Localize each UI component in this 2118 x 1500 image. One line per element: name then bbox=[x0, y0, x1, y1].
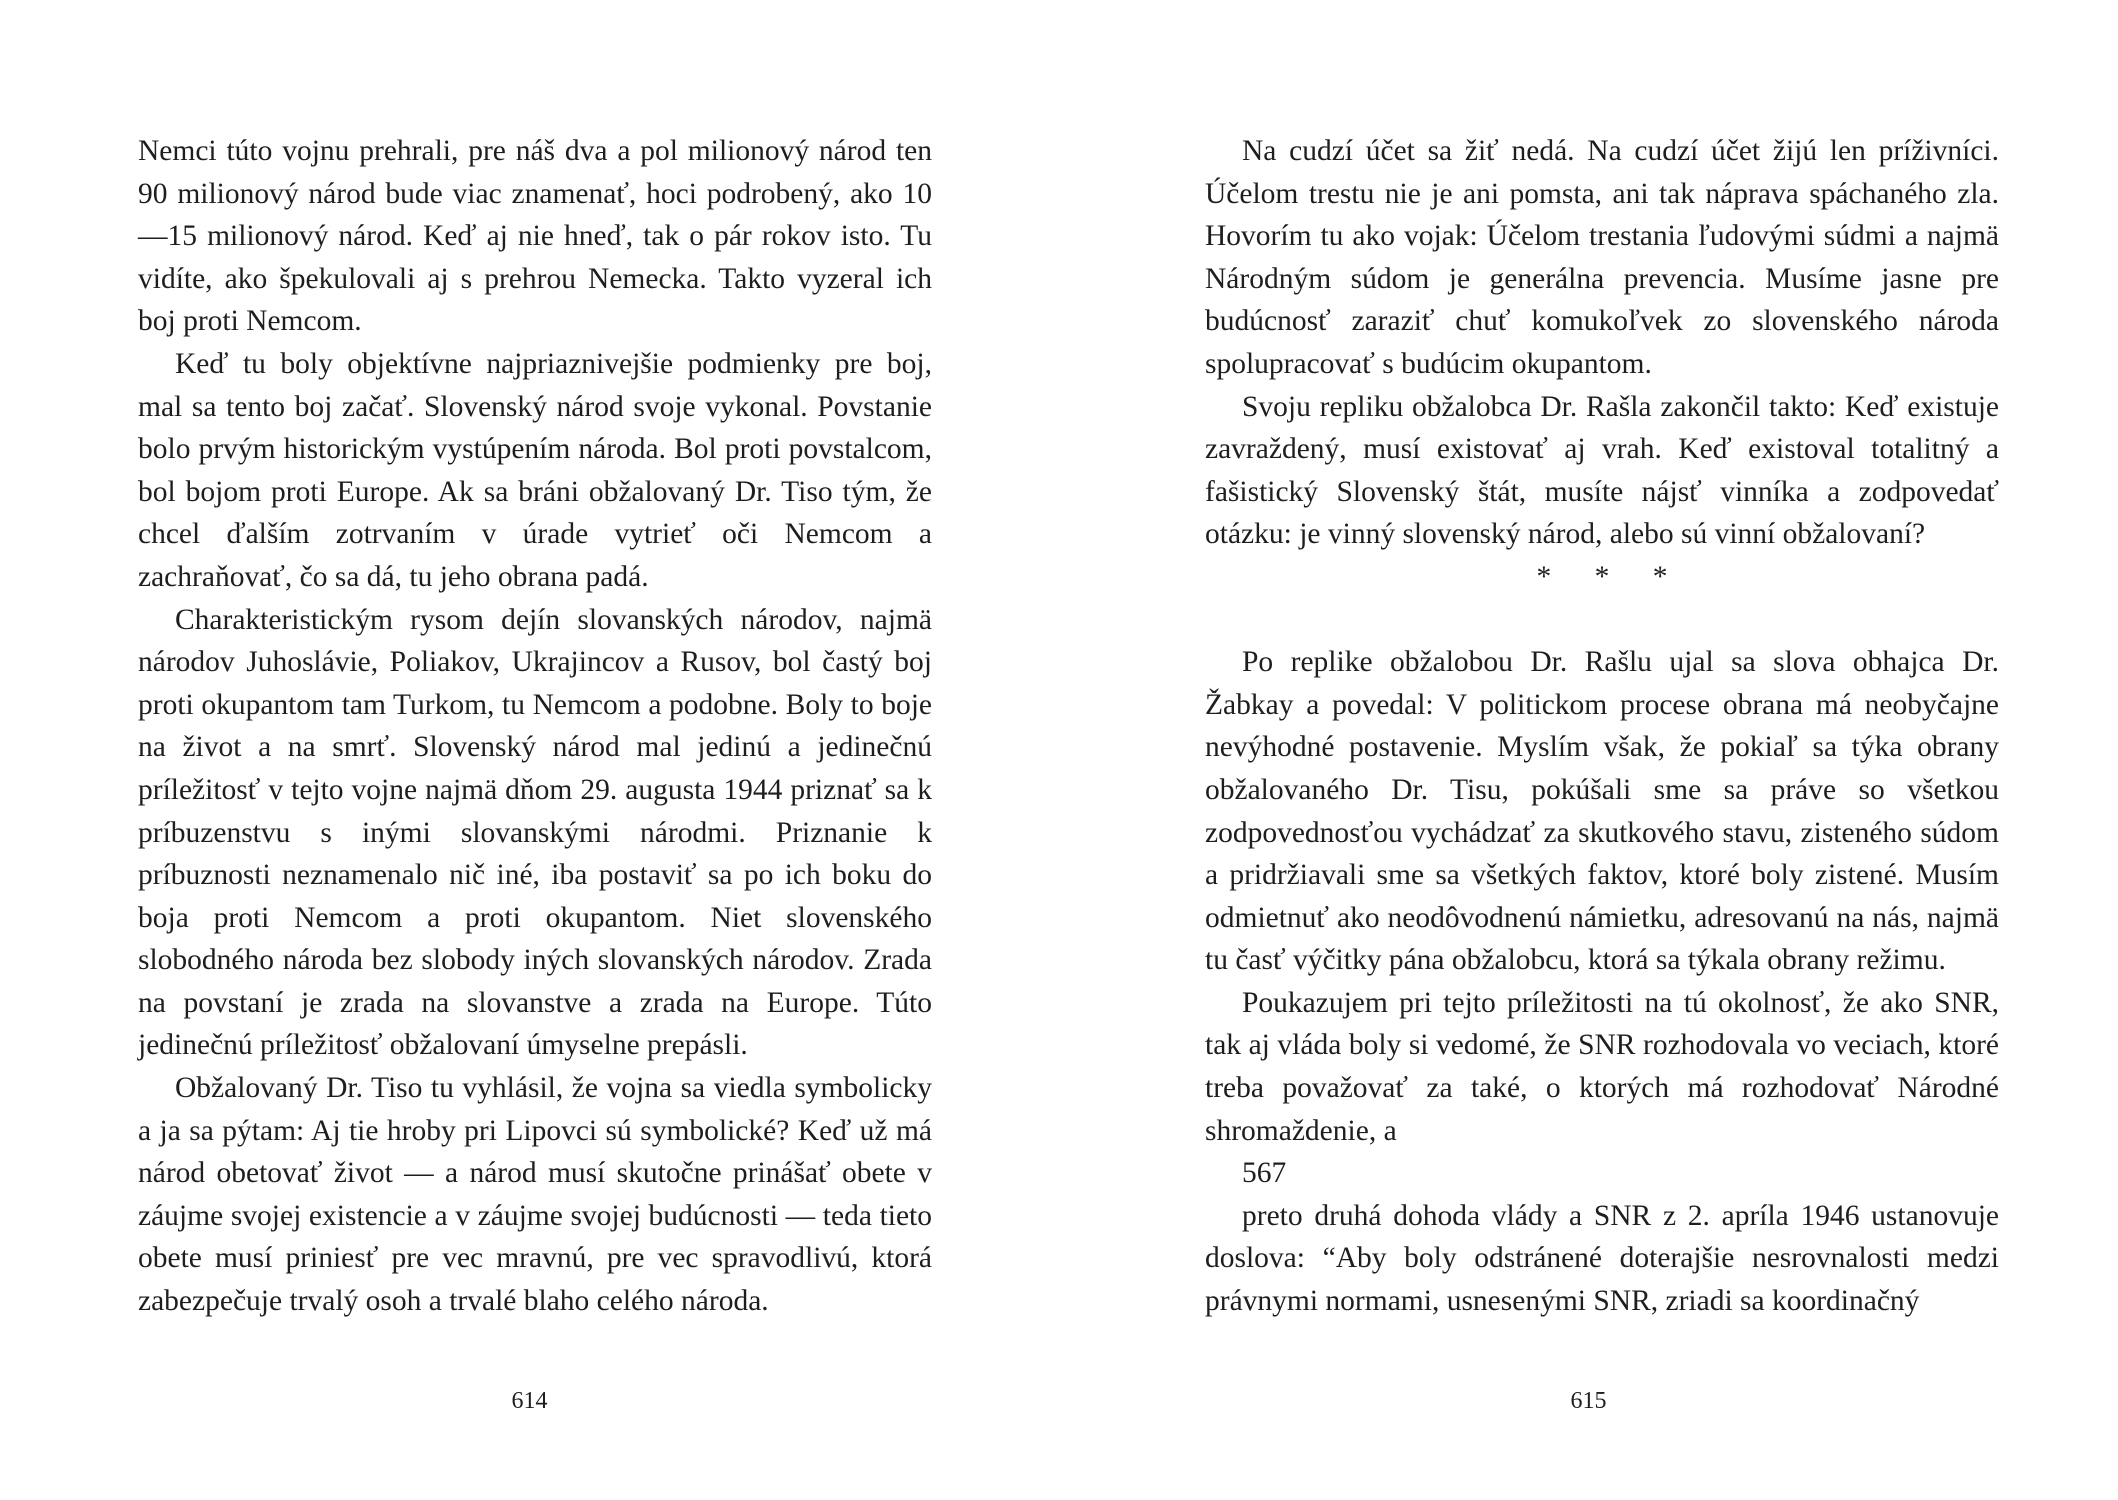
paragraph: Poukazujem pri tejto príležitosti na tú okolnosť, že ako SNR, tak aj vláda boly si vedomé, že SNR rozhodovala vo veciach, ktoré treba považovať za také, o ktorých má rozhodovať Národné shromaždenie, a bbox=[1205, 986, 1999, 1147]
right-page bbox=[1059, 0, 2118, 1500]
right-page-text bbox=[1205, 130, 1999, 1323]
left-page-text bbox=[138, 130, 932, 1323]
stray-page-number: 567 bbox=[1242, 1157, 1287, 1190]
paragraph: preto druhá dohoda vlády a SNR z 2. apríla 1946 ustanovuje doslova: “Aby boly odstránené doterajšie nesrovnalosti medzi právnymi normami, usnesenými SNR, zriadi sa koordinačný bbox=[1205, 1199, 1999, 1318]
paragraph: Po replike obžalobou Dr. Rašlu ujal sa slova obhajca Dr. Žabkay a povedal: V politickom procese obrana má neobyčajne nevýhodné postavenie. Myslím však, že pokiaľ sa týka obrany obžalovaného Dr. Tisu, pokúšali sme sa práve so všetkou zodpovednosťou vychádzať za skutkového stavu, zisteného súdom a pridržiavali sme sa všetkých faktov, ktoré boly zistené. Musím odmietnuť ako neodôvodnenú námietku, adresovanú na nás, najmä tu časť výčitky pána obžalobcu, ktorá sa týkala obrany režimu. bbox=[1205, 646, 1999, 977]
paragraph: Charakteristickým rysom dejín slovanských národov, najmä národov Juhoslávie, Poliakov, Ukrajincov a Rusov, bol častý boj proti okupantom tam Turkom, tu Nemcom a podobne. Boly to boje na život a na smrť. Slovenský národ mal jedinú a jedinečnú príležitosť v tejto vojne najmä dňom 29. augusta 1944 priznať sa k príbuzenstvu s inými slovanskými národmi. Priznanie k príbuznosti neznamenalo nič iné, iba postaviť sa po ich boku do boja proti Nemcom a proti okupantom. Niet slovenského slobodného národa bez slobody iných slovanských národov. Zrada na povstaní je zrada na slovanstve a zrada na Europe. Túto jedinečnú príležitosť obžalovaní úmyselne prepásli. bbox=[138, 603, 932, 1062]
paragraph: Na cudzí účet sa žiť nedá. Na cudzí účet žijú len príživníci. Účelom trestu nie je ani pomsta, ani tak náprava spáchaného zla. Hovorím tu ako vojak: Účelom trestania ľudovými súdmi a najmä Národným súdom je generálna prevencia. Musíme jasne pre budúcnosť zaraziť chuť komukoľvek zo slovenského národa spolupracovať s budúcim okupantom. bbox=[1205, 135, 1999, 380]
page-number: 615 bbox=[1570, 1388, 1607, 1414]
section-break: * * * bbox=[1536, 560, 1686, 593]
page-number: 614 bbox=[511, 1388, 548, 1414]
paragraph: Svoju repliku obžalobca Dr. Rašla zakončil takto: Keď existuje zavraždený, musí existovať aj vrah. Keď existoval totalitný a fašistický Slovenský štát, musíte nájsť vinníka a zodpovedať otázku: je vinný slovenský národ, alebo sú vinní obžalovaní? bbox=[1205, 390, 1999, 551]
paragraph: Keď tu boly objektívne najpriaznivejšie podmienky pre boj, mal sa tento boj začať. Slovenský národ svoje vykonal. Povstanie bolo prvým historickým vystúpením národa. Bol proti povstalcom, bol bojom proti Europe. Ak sa bráni obžalovaný Dr. Tiso tým, že chcel ďalším zotrvaním v úrade vytrieť oči Nemcom a zachraňovať, čo sa dá, tu jeho obrana padá. bbox=[138, 347, 932, 593]
paragraph: Nemci túto vojnu prehrali, pre náš dva a pol milionový národ ten 90 milionový národ bude viac znamenať, hoci podrobený, ako 10—15 milionový národ. Keď aj nie hneď, tak o pár rokov isto. Tu vidíte, ako špekulovali aj s prehrou Nemecka. Takto vyzeral ich boj proti Nemcom. bbox=[138, 135, 932, 338]
paragraph: Obžalovaný Dr. Tiso tu vyhlásil, že vojna sa viedla symbolicky a ja sa pýtam: Aj tie hroby pri Lipovci sú symbolické? Keď už má národ obetovať život — a národ musí skutočne prinášať obete v záujme svojej existencie a v záujme svojej budúcnosti — teda tieto obete musí priniesť pre vec mravnú, pre vec spravodlivú, ktorá zabezpečuje trvalý osoh a trvalé blaho celého národa. bbox=[138, 1072, 932, 1318]
